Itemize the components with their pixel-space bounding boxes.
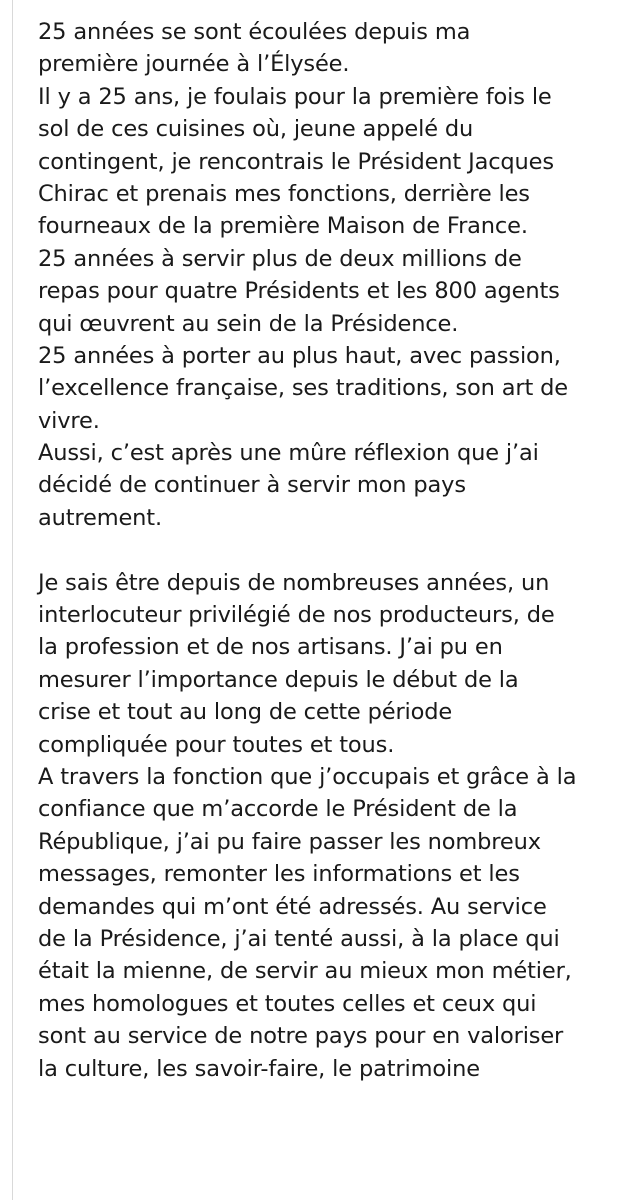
text-line: A travers la fonction que j’occupais et grâce à la <box>38 763 577 790</box>
text-line: était la mienne, de servir au mieux mon métier, <box>38 958 572 985</box>
text-line: compliquée pour toutes et tous. <box>38 731 395 758</box>
paragraph-1 <box>38 16 625 534</box>
text-line: 25 années à servir plus de deux millions de <box>38 245 522 272</box>
text-line: Chirac et prenais mes fonctions, derrière les <box>38 180 530 207</box>
text-line: Aussi, c’est après une mûre réflexion que j’ai <box>38 440 539 467</box>
text-line: messages, remonter les informations et les <box>38 861 520 888</box>
text-line: République, j’ai pu faire passer les nombreux <box>38 828 541 855</box>
text-line: la profession et de nos artisans. J’ai pu en <box>38 634 503 661</box>
text-line: 25 années se sont écoulées depuis ma <box>38 19 471 45</box>
text-line: Il y a 25 ans, je foulais pour la première fois le <box>38 83 552 110</box>
letter-text <box>38 16 625 1085</box>
left-divider <box>12 0 13 1200</box>
text-line: qui œuvrent au sein de la Présidence. <box>38 310 459 337</box>
text-line: mes homologues et toutes celles et ceux qui <box>38 990 537 1017</box>
text-line: interlocuteur privilégié de nos producteurs, de <box>38 602 555 629</box>
text-line: mesurer l’importance depuis le début de la <box>38 666 519 693</box>
text-line: autrement. <box>38 504 162 531</box>
paragraph-2 <box>38 567 625 1085</box>
paragraph-gap <box>38 534 625 566</box>
text-line: première journée à l’Élysée. <box>38 51 350 78</box>
text-line: vivre. <box>38 407 100 434</box>
text-line: repas pour quatre Présidents et les 800 agents <box>38 278 560 305</box>
text-line: décidé de continuer à servir mon pays <box>38 472 466 499</box>
text-line: contingent, je rencontrais le Président Jacques <box>38 148 554 175</box>
text-line: crise et tout au long de cette période <box>38 699 453 726</box>
text-line: fourneaux de la première Maison de France. <box>38 213 528 240</box>
text-line: sol de ces cuisines où, jeune appelé du <box>38 116 474 143</box>
text-line: demandes qui m’ont été adressés. Au service <box>38 893 547 920</box>
text-line: de la Présidence, j’ai tenté aussi, à la place qui <box>38 925 560 952</box>
text-line: sont au service de notre pays pour en valoriser <box>38 1023 564 1050</box>
text-line: Je sais être depuis de nombreuses années, un <box>38 569 550 596</box>
text-line: la culture, les savoir-faire, le patrimoine <box>38 1055 480 1082</box>
text-line: l’excellence française, ses traditions, son art de <box>38 375 568 402</box>
text-line: confiance que m’accorde le Président de la <box>38 796 518 823</box>
text-line: 25 années à porter au plus haut, avec passion, <box>38 342 561 369</box>
